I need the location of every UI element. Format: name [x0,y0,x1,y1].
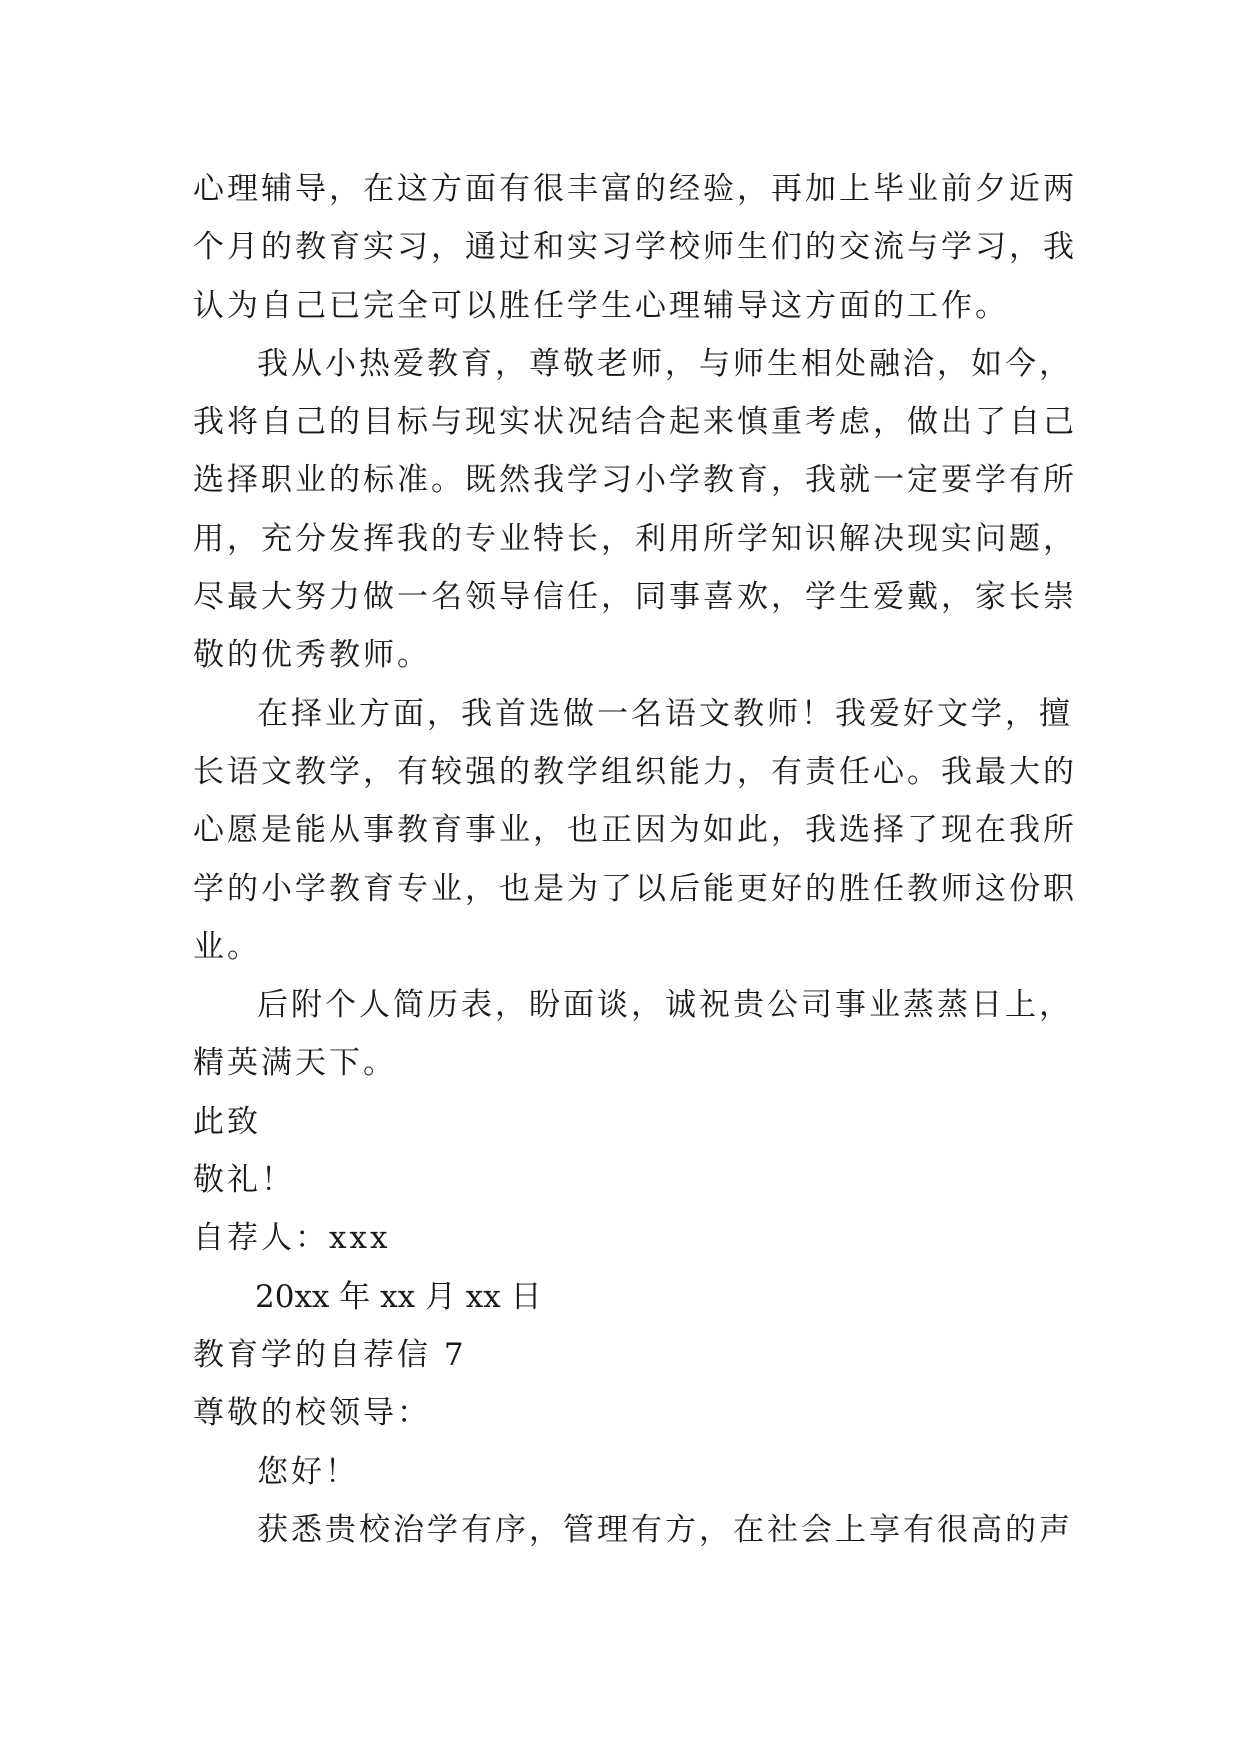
paragraph-start-line: 我从小热爱教育，尊敬老师，与师生相处融洽，如今， [257,345,1073,382]
signature-line: 自荐人：xxx [193,1220,391,1257]
text-line: 心愿是能从事教育事业，也正因为如此，我选择了现在我所 [193,812,1077,849]
closing-line: 此致 [193,1103,261,1140]
paragraph-start-line: 后附个人简历表，盼面谈，诚祝贵公司事业蒸蒸日上， [257,987,1073,1024]
greeting-line: 尊敬的校领导： [193,1395,431,1432]
section-title: 教育学的自荐信 7 [193,1336,467,1373]
text-line: 长语文教学，有较强的教学组织能力，有责任心。我最大的 [193,753,1077,790]
text-line: 认为自己已完全可以胜任学生心理辅导这方面的工作。 [193,287,1009,324]
text-line: 选择职业的标准。既然我学习小学教育，我就一定要学有所 [193,462,1077,499]
text-line: 敬的优秀教师。 [193,637,431,674]
document-body [193,160,1077,1559]
text-line: 我将自己的目标与现实状况结合起来慎重考虑，做出了自己 [193,404,1077,441]
text-line: 尽最大努力做一名领导信任，同事喜欢，学生爱戴，家长崇 [193,579,1077,616]
salutation-line: 敬礼！ [193,1162,295,1199]
text-line: 心理辅导，在这方面有很丰富的经验，再加上毕业前夕近两 [193,171,1077,207]
text-line: 个月的教育实习，通过和实习学校师生们的交流与学习，我 [193,229,1077,266]
paragraph-start-line: 在择业方面，我首选做一名语文教师！我爱好文学，擅 [257,695,1073,732]
date-line: 20xx 年 xx 月 xx 日 [255,1278,542,1315]
text-line: 精英满天下。 [193,1045,397,1082]
text-line: 用，充分发挥我的专业特长，利用所学知识解决现实问题， [193,520,1077,557]
text-line: 业。 [193,928,261,965]
paragraph-start-line: 获悉贵校治学有序，管理有方，在社会上享有很高的声 [257,1511,1073,1548]
text-line: 学的小学教育专业，也是为了以后能更好的胜任教师这份职 [193,870,1077,907]
greeting-line: 您好！ [257,1453,359,1490]
